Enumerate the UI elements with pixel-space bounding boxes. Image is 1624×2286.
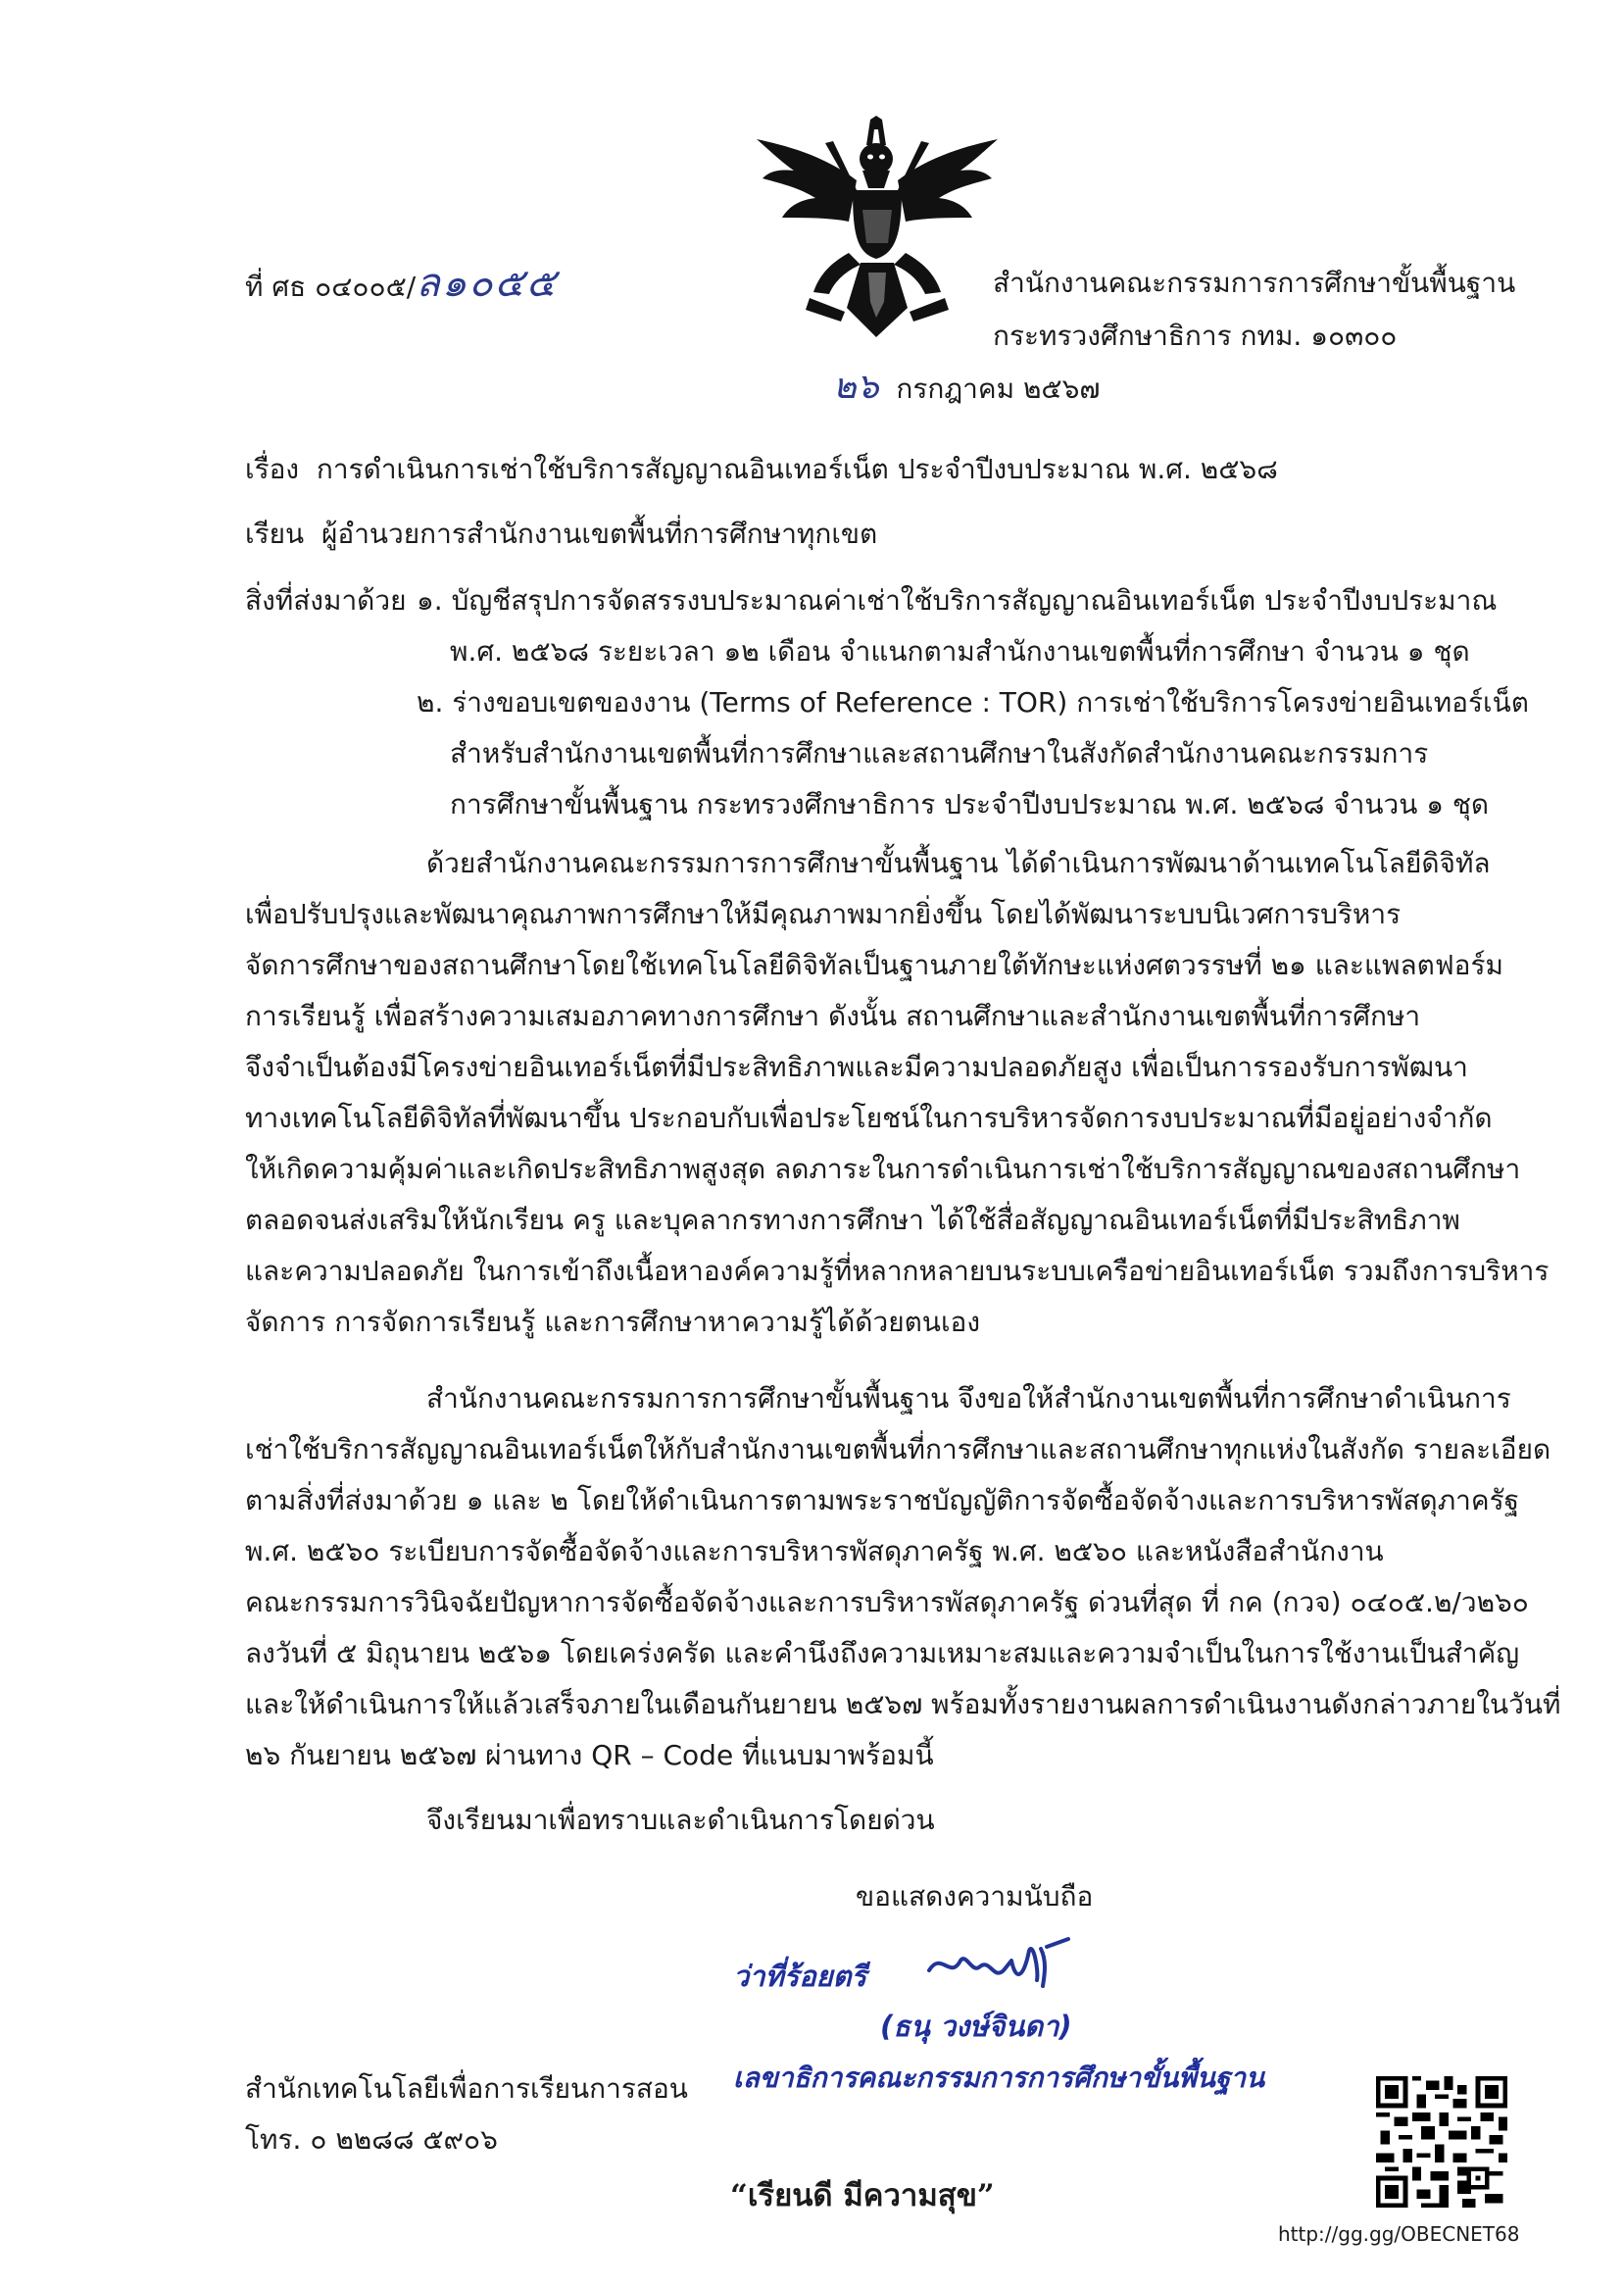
recipient-text: ผู้อำนวยการสำนักงานเขตพื้นที่การศึกษาทุกเขต: [320, 518, 878, 550]
paragraph-line: ทางเทคโนโลยีดิจิทัลที่พัฒนาขึ้น ประกอบกับเพื่อประโยชน์ในการบริหารจัดการงบประมาณที่มีอยู่อย่างจำกัด: [245, 1102, 1493, 1134]
attachment-line: การศึกษาขั้นพื้นฐาน กระทรวงศึกษาธิการ ประจำปีงบประมาณ พ.ศ. ๒๕๖๘ จำนวน ๑ ชุด: [450, 788, 1490, 820]
paragraph-line: เช่าใช้บริการสัญญาณอินเทอร์เน็ตให้กับสำนักงานเขตพื้นที่การศึกษาและสถานศึกษาทุกแห่งในสังกัด รายละเอียด: [245, 1433, 1551, 1466]
date-month-year: กรกฎาคม ๒๕๖๗: [896, 373, 1101, 405]
doc-number-handwritten: ล๑๐๕๕: [416, 261, 559, 306]
qr-url[interactable]: http://gg.gg/OBECNET68: [1278, 2222, 1520, 2246]
doc-number-prefix: ที่ ศธ ๐๔๐๐๕/: [245, 271, 417, 303]
paragraph-line: เพื่อปรับปรุงและพัฒนาคุณภาพการศึกษาให้มีคุณภาพมากยิ่งขึ้น โดยได้พัฒนาระบบนิเวศการบริหาร: [245, 898, 1402, 930]
signature-icon: [921, 1931, 1078, 2000]
subject-label: เรื่อง: [245, 453, 300, 485]
office-ministry: กระทรวงศึกษาธิการ กทม. ๑๐๓๐๐: [993, 320, 1398, 352]
recipient-label: เรียน: [245, 518, 305, 550]
paragraph-line: และความปลอดภัย ในการเข้าถึงเนื้อหาองค์ความรู้ที่หลากหลายบนระบบเครือข่ายอินเทอร์เน็ต รวมถึงการบริหาร: [245, 1255, 1550, 1287]
attachment-line: สำหรับสำนักงานเขตพื้นที่การศึกษาและสถานศึกษาในสังกัดสำนักงานคณะกรรมการ: [450, 737, 1429, 770]
paragraph-line: สำนักงานคณะกรรมการการศึกษาขั้นพื้นฐาน จึงขอให้สำนักงานเขตพื้นที่การศึกษาดำเนินการ: [426, 1382, 1511, 1415]
footer-office: สำนักเทคโนโลยีเพื่อการเรียนการสอน: [245, 2072, 688, 2105]
paragraph-line: ตามสิ่งที่ส่งมาด้วย ๑ และ ๒ โดยให้ดำเนินการตามพระราชบัญญัติการจัดซื้อจัดจ้างและการบริหารพัสดุภาครัฐ: [245, 1484, 1520, 1516]
date-day-handwritten: ๒๖: [833, 367, 879, 407]
paragraph-line: จัดการศึกษาของสถานศึกษาโดยใช้เทคโนโลยีดิจิทัลเป็นฐานภายใต้ทักษะแห่งศตวรรษที่ ๒๑ และแพลตฟอร์ม: [245, 949, 1503, 981]
paragraph-line: จัดการ การจัดการเรียนรู้ และการศึกษาหาความรู้ได้ด้วยตนเอง: [245, 1306, 980, 1338]
paragraph-line: ให้เกิดความคุ้มค่าและเกิดประสิทธิภาพสูงสุด ลดภาระในการดำเนินการเช่าใช้บริการสัญญาณของสถานศึกษา: [245, 1153, 1521, 1185]
office-name: สำนักงานคณะกรรมการการศึกษาขั้นพื้นฐาน: [993, 267, 1516, 299]
attachment-line: ๑. บัญชีสรุปการจัดสรรงบประมาณค่าเช่าใช้บริการสัญญาณอินเทอร์เน็ต ประจำปีงบประมาณ: [417, 584, 1498, 617]
subject-line: [245, 453, 1278, 486]
signer-position: เลขาธิการคณะกรรมการการศึกษาขั้นพื้นฐาน: [733, 2062, 1265, 2094]
paragraph-line: คณะกรรมการวินิจฉัยปัญหาการจัดซื้อจัดจ้างและการบริหารพัสดุภาครัฐ ด่วนที่สุด ที่ กค (กวจ) ๐๔๐๕.๒/ว๒๖๐: [245, 1586, 1529, 1618]
paragraph-line: ลงวันที่ ๕ มิถุนายน ๒๕๖๑ โดยเคร่งครัด และคำนึงถึงความเหมาะสมและความจำเป็นในการใช้งานเป็นสำคัญ: [245, 1637, 1520, 1669]
motto: “เรียนดี มีความสุข”: [730, 2178, 995, 2213]
signer-name: (ธนุ วงษ์จินดา): [880, 2010, 1072, 2043]
garuda-emblem-icon: [755, 116, 1000, 339]
letter-date: [833, 367, 1101, 407]
recipient-line: [245, 518, 877, 551]
paragraph-line: ด้วยสำนักงานคณะกรรมการการศึกษาขั้นพื้นฐาน ได้ดำเนินการพัฒนาด้านเทคโนโลยีดิจิทัล: [426, 847, 1491, 879]
qr-code-icon[interactable]: [1376, 2076, 1507, 2208]
paragraph-line: การเรียนรู้ เพื่อสร้างความเสมอภาคทางการศึกษา ดังนั้น สถานศึกษาและสำนักงานเขตพื้นที่การศึกษา: [245, 1000, 1421, 1032]
footer-phone: โทร. ๐ ๒๒๘๘ ๕๙๐๖: [245, 2123, 498, 2156]
signer-rank: ว่าที่ร้อยตรี: [733, 1960, 867, 1993]
doc-number: [245, 261, 559, 306]
attachment-line: ๒. ร่างขอบเขตของงาน (Terms of Reference : TOR) การเช่าใช้บริการโครงข่ายอินเทอร์เน็ต: [417, 686, 1529, 719]
closing-line: จึงเรียนมาเพื่อทราบและดำเนินการโดยด่วน: [426, 1804, 935, 1836]
paragraph-line: ตลอดจนส่งเสริมให้นักเรียน ครู และบุคลากรทางการศึกษา ได้ใช้สื่อสัญญาณอินเทอร์เน็ตที่มีประสิทธิภาพ: [245, 1204, 1460, 1236]
paragraph-line: ๒๖ กันยายน ๒๕๖๗ ผ่านทาง QR – Code ที่แนบมาพร้อมนี้: [245, 1739, 934, 1771]
attachments-label: สิ่งที่ส่งมาด้วย: [245, 584, 407, 617]
paragraph-line: พ.ศ. ๒๕๖๐ ระเบียบการจัดซื้อจัดจ้างและการบริหารพัสดุภาครัฐ พ.ศ. ๒๕๖๐ และหนังสือสำนักงาน: [245, 1535, 1384, 1567]
paragraph-line: จึงจำเป็นต้องมีโครงข่ายอินเทอร์เน็ตที่มีประสิทธิภาพและมีความปลอดภัยสูง เพื่อเป็นการรองรับการพัฒนา: [245, 1051, 1468, 1083]
regards-line: ขอแสดงความนับถือ: [856, 1880, 1094, 1913]
attachment-line: พ.ศ. ๒๕๖๘ ระยะเวลา ๑๒ เดือน จำแนกตามสำนักงานเขตพื้นที่การศึกษา จำนวน ๑ ชุด: [450, 635, 1470, 668]
paragraph-line: และให้ดำเนินการให้แล้วเสร็จภายในเดือนกันยายน ๒๕๖๗ พร้อมทั้งรายงานผลการดำเนินงานดังกล่าวภายในวันที่: [245, 1688, 1561, 1720]
subject-text: การดำเนินการเช่าใช้บริการสัญญาณอินเทอร์เน็ต ประจำปีงบประมาณ พ.ศ. ๒๕๖๘: [316, 453, 1278, 485]
